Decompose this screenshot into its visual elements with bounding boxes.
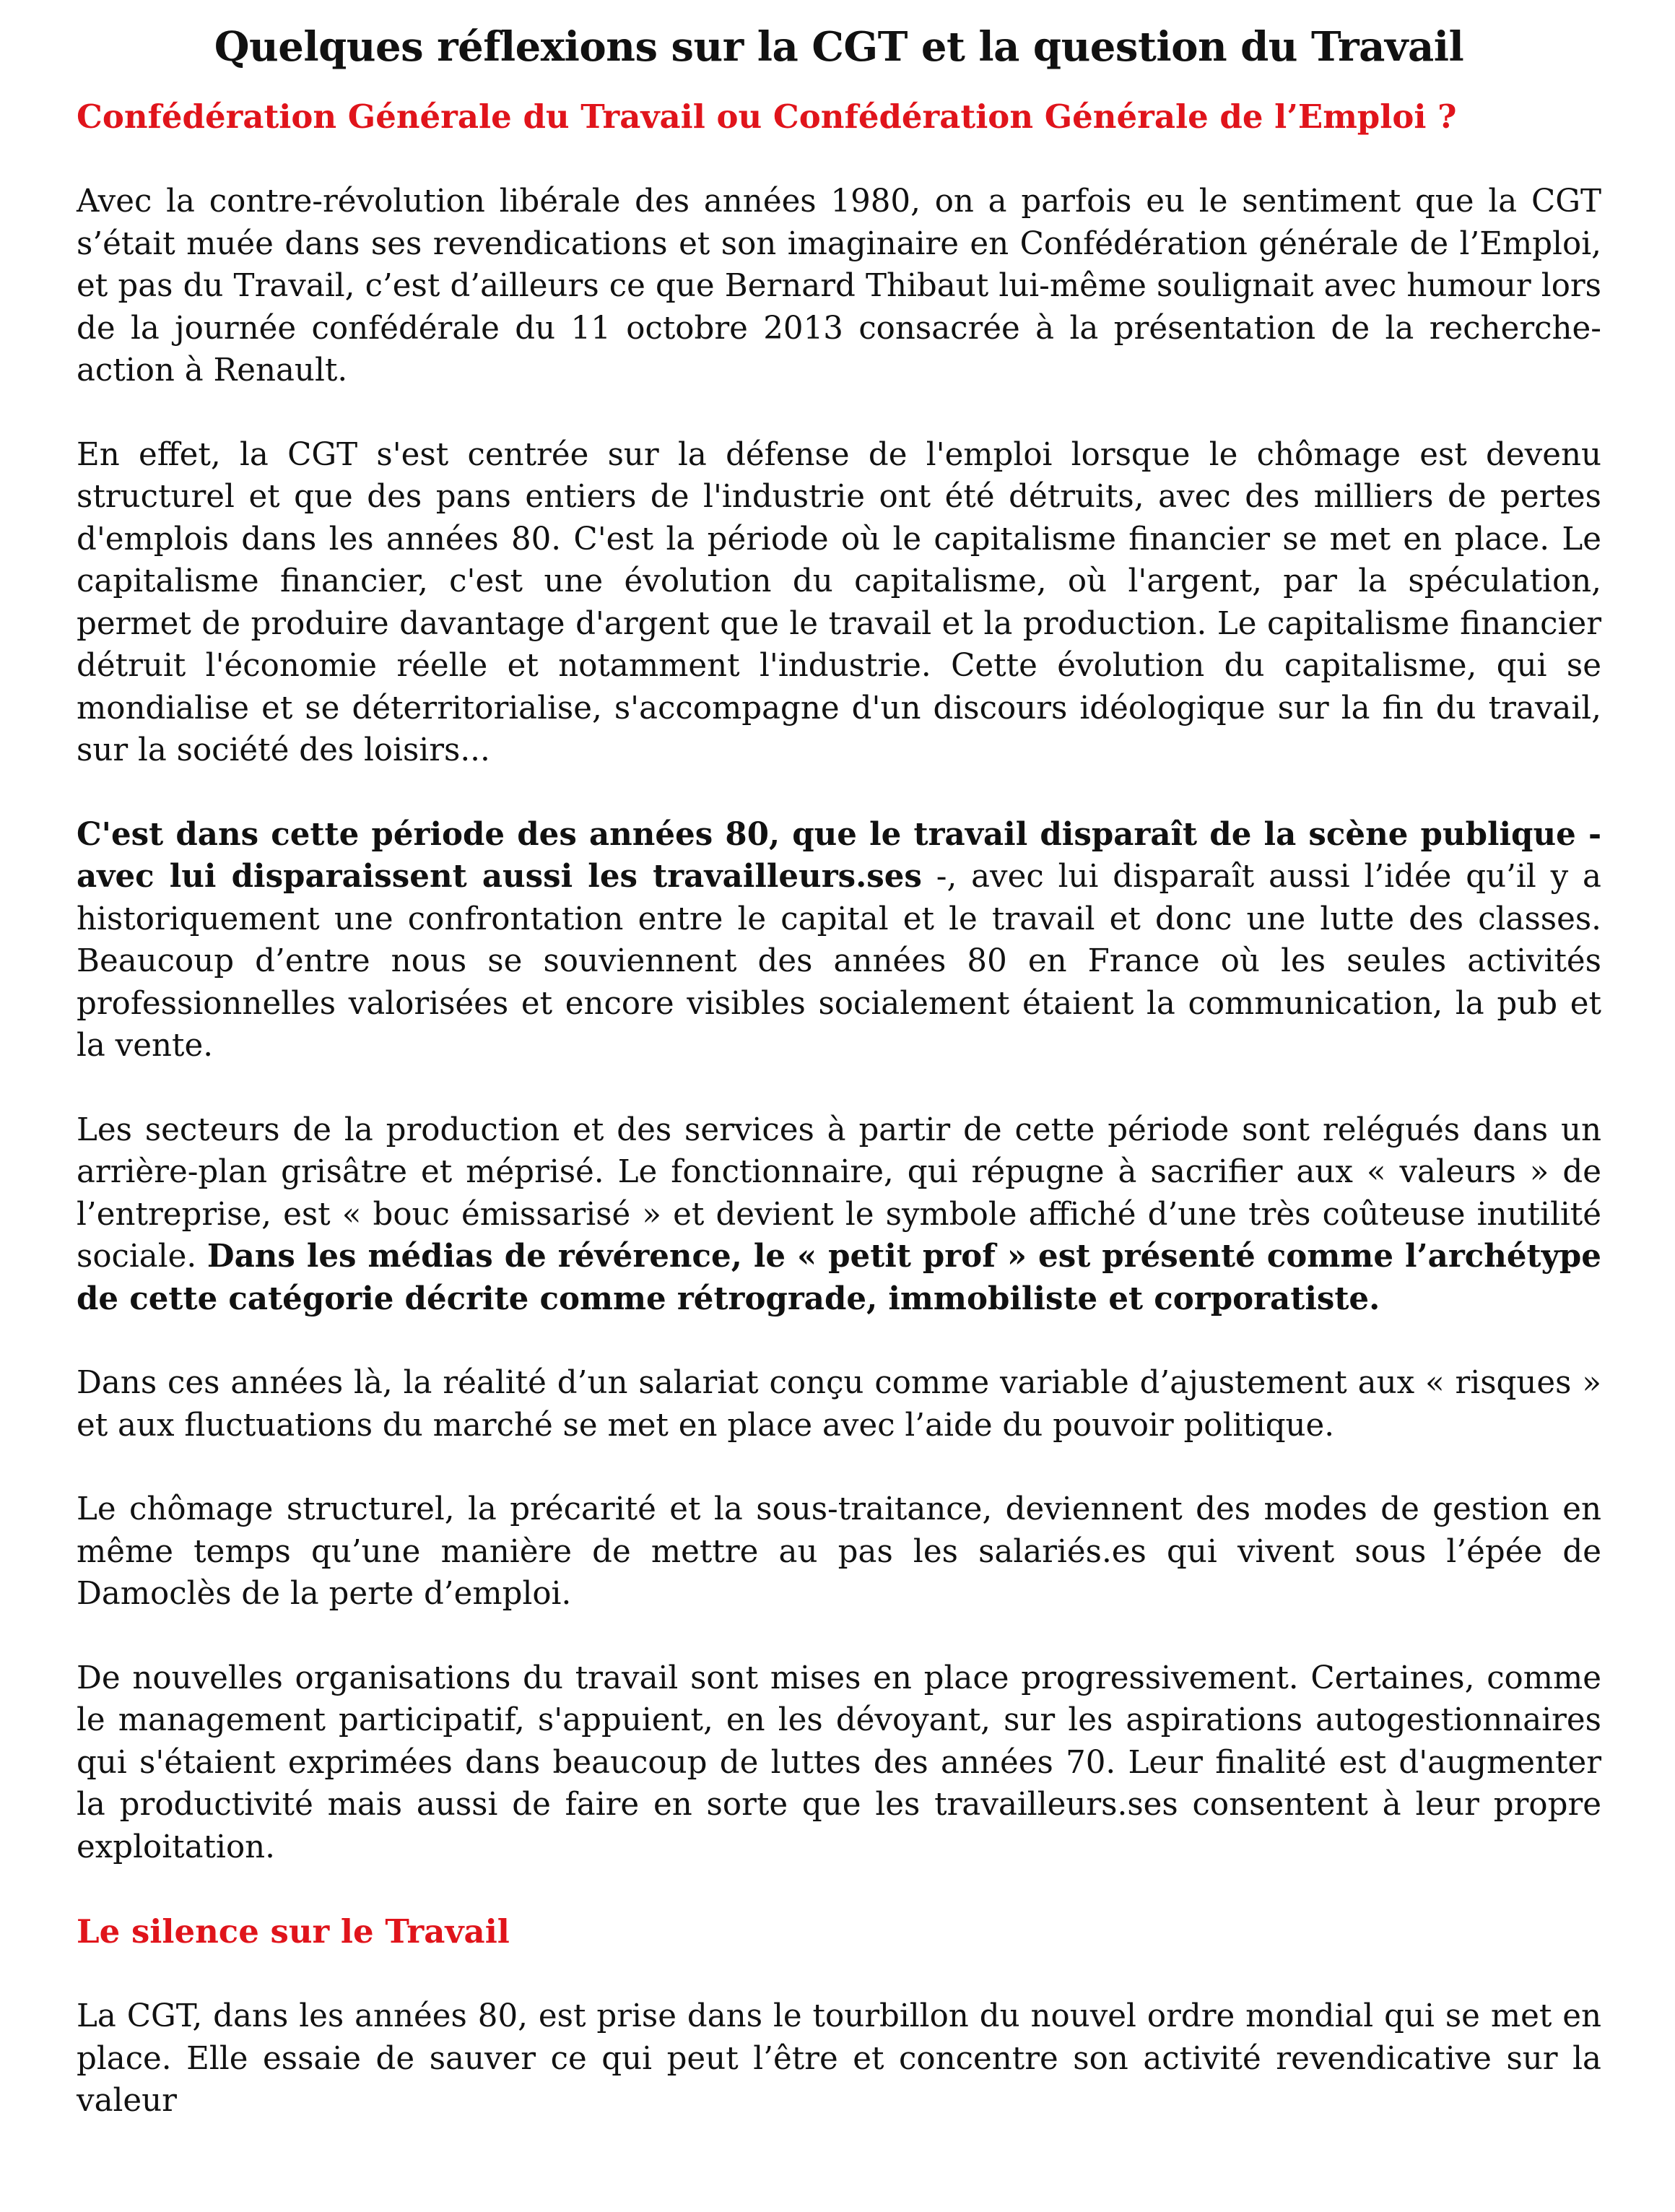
paragraph-4-text: Les secteurs de la production et des services à partir de cette période sont relégués dans un arrière-plan grisâtre et méprisé. Le fonctionnaire, qui répugne à sacrifier aux « valeurs » de l’entreprise, est « bouc émissarisé » et devient le symbole affiché d’une très coûteuse inutilité sociale. [77, 1111, 1601, 1275]
paragraph-6: Le chômage structurel, la précarité et la sous-traitance, deviennent des modes de gestion en même temps qu’une manière de mettre au pas les salariés.es qui vivent sous l’épée de Damoclès de la perte d’emploi. [77, 1491, 1601, 1612]
paragraph-1: Avec la contre-révolution libérale des années 1980, on a parfois eu le sentiment que la CGT s’était muée dans ses revendications et son imaginaire en Confédération générale de l’Emploi, et pas du Travail, c’est d’ailleurs ce que Bernard Thibaut lui-même soulignait avec humour lors de la journée confédérale du 11 octobre 2013 consacrée à la présentation de la recherche-action à Renault. [77, 183, 1601, 389]
paragraph-2: En effet, la CGT s'est centrée sur la défense de l'emploi lorsque le chômage est devenu structurel et que des pans entiers de l'industrie ont été détruits, avec des milliers de pertes d'emplois dans les années 80. C'est la période où le capitalisme financier se met en place. Le capitalisme financier, c'est une évolution du capitalisme, où l'argent, par la spéculation, permet de produire davantage d'argent que le travail et la production. Le capitalisme financier détruit l'économie réelle et notamment l'industrie. Cette évolution du capitalisme, qui se mondialise et se déterritorialise, s'accompagne d'un discours idéologique sur la fin du travail, sur la société des loisirs... [77, 436, 1601, 768]
paragraph-5: Dans ces années là, la réalité d’un salariat conçu comme variable d’ajustement aux « risques » et aux fluctuations du marché se met en place avec l’aide du pouvoir politique. [77, 1365, 1601, 1444]
paragraph-8: La CGT, dans les années 80, est prise dans le tourbillon du nouvel ordre mondial qui se met en place. Elle essaie de sauver ce qui peut l’être et concentre son activité revendicative sur la valeur [77, 1998, 1601, 2119]
paragraph-7: De nouvelles organisations du travail sont mises en place progressivement. Certaines, comme le management participatif, s'appuient, en les dévoyant, sur les aspirations autogestionnaires qui s'étaient exprimées dans beaucoup de luttes des années 70. Leur finalité est d'augmenter la productivité mais aussi de faire en sorte que les travailleurs.ses consentent à leur propre exploitation. [77, 1660, 1601, 1865]
section-heading-2: Le silence sur le Travail [77, 1912, 510, 1951]
paragraph-4 [77, 1109, 1601, 1321]
paragraph-3-text: -, avec lui disparaît aussi l’idée qu’il y a historiquement une confrontation entre le capital et le travail et donc une lutte des classes. Beaucoup d’entre nous se souviennent des années 80 en France où les seules activités professionnelles valorisées et encore visibles socialement étaient la communication, la pub et la vente. [77, 859, 1601, 1064]
document-title: Quelques réflexions sur la CGT et la question du Travail [214, 23, 1464, 71]
document-page [77, 22, 1601, 2164]
paragraph-4-bold: Dans les médias de révérence, le « petit prof » est présenté comme l’archétype de cette catégorie décrite comme rétrograde, immobiliste et corporatiste. [77, 1238, 1601, 1317]
section-heading-1: Confédération Générale du Travail ou Confédération Générale de l’Emploi ? [77, 97, 1457, 136]
paragraph-3 [77, 814, 1601, 1067]
paragraph-3-bold: C'est dans cette période des années 80, que le travail disparaît de la scène publique - avec lui disparaissent aussi les travailleurs.ses [77, 815, 1601, 895]
